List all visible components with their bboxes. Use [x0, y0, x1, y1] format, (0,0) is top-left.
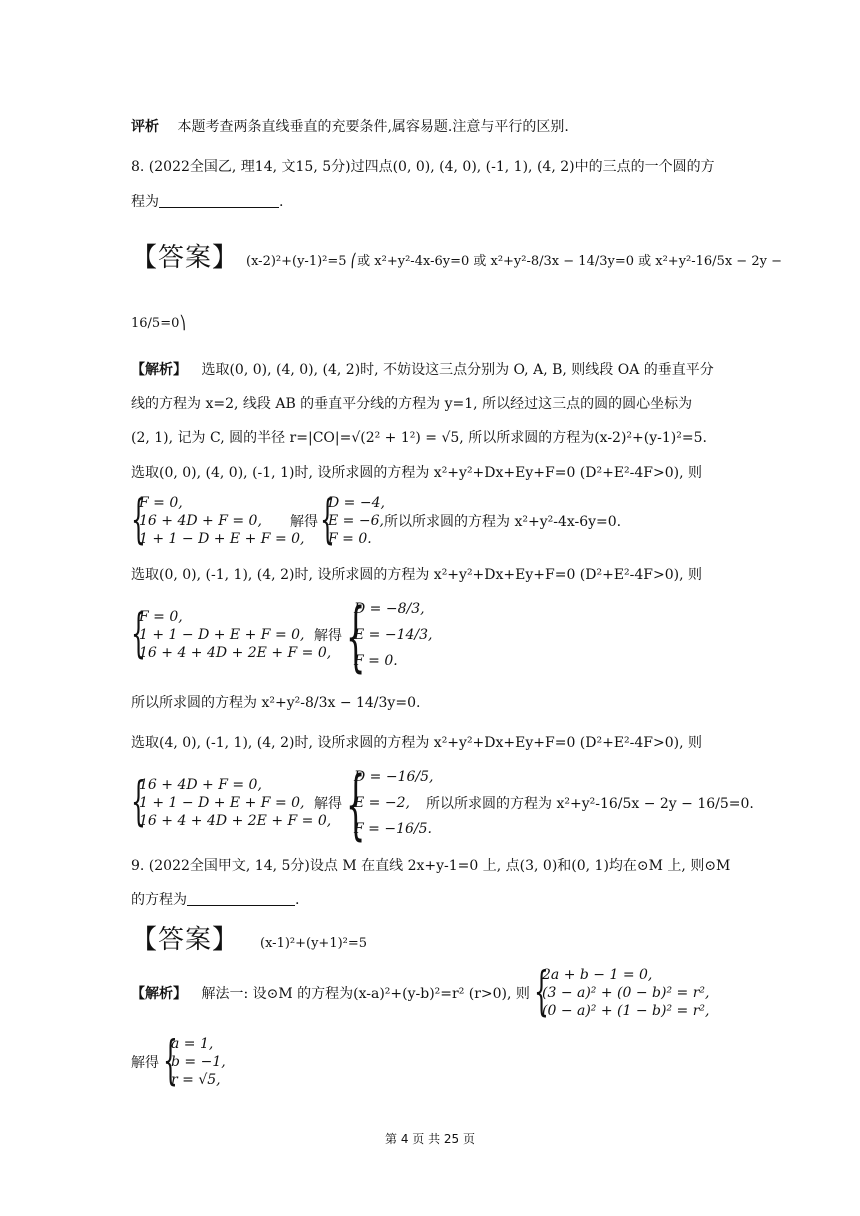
- q9-answer-label: 【答案】: [131, 925, 240, 955]
- equation-row: 16 + 4 + 4D + 2E + F = 0,: [139, 645, 332, 661]
- q8-analysis-line1: [131, 360, 714, 380]
- q8-line2: [131, 192, 283, 212]
- q8-analysis-p3: (2, 1), 记为 C, 圆的半径 r=|CO|=√(2² + 1²) = √5, 所以所求圆的方程为(x-2)²+(y-1)²=5.: [131, 430, 707, 446]
- equation-row: F = 0.: [354, 653, 398, 669]
- q9-line2-pre: 的方程为: [131, 892, 187, 908]
- brace-glyph: {: [131, 490, 146, 550]
- equation-row: 16 + 4D + F = 0,: [139, 777, 262, 793]
- q9-answer-text: (x-1)²+(y+1)²=5: [260, 936, 368, 951]
- q9-solution: [163, 1031, 243, 1091]
- q8-line2-pre: 程为: [131, 194, 159, 210]
- q8-solution-2: [346, 591, 436, 680]
- equation-row: 1 + 1 − D + E + F = 0,: [139, 627, 305, 643]
- q8-analysis-p4: 选取(0, 0), (4, 0), (-1, 1)时, 设所求圆的方程为 x²+y²+Dx+Ey+F=0 (D²+E²-4F>0), 则: [131, 465, 703, 481]
- q8-solution-1-tail: 所以所求圆的方程为 x²+y²-4x-6y=0.: [384, 514, 622, 530]
- solve-label: 解得: [314, 796, 342, 812]
- q8-answer-line1: (x-2)²+(y-1)²=5 ⎛或 x²+y²-4x-6y=0 或 x²+y²-8/3x − 14/3y=0 或 x²+y²-16/5x − 2y −: [246, 254, 782, 269]
- q8-analysis-label: 【解析】: [131, 362, 187, 378]
- comment-line: [131, 117, 569, 137]
- equation-row: b = −1,: [171, 1054, 226, 1070]
- equation-row: 1 + 1 − D + E + F = 0,: [139, 531, 305, 547]
- brace-glyph: {: [163, 1031, 178, 1091]
- equation-row: D = −8/3,: [354, 601, 425, 617]
- comment-text: 本题考查两条直线垂直的充要条件,属容易题.注意与平行的区别.: [177, 119, 569, 135]
- equation-row: F = 0.: [328, 531, 372, 547]
- brace-glyph: {: [320, 490, 335, 550]
- q8-solution-3-tail: 所以所求圆的方程为 x²+y²-16/5x − 2y − 16/5=0.: [426, 796, 754, 812]
- q8-answer-blank: [159, 193, 279, 208]
- equation-row: E = −2,: [354, 795, 410, 811]
- equation-row: D = −16/5,: [354, 769, 434, 785]
- equation-row: F = −16/5.: [354, 821, 432, 837]
- solve-label: 解得: [314, 628, 342, 644]
- q9-line2-post: .: [295, 892, 300, 908]
- q9-analysis-line1: [131, 984, 530, 1004]
- q9-line1: 9. (2022全国甲文, 14, 5分)设点 M 在直线 2x+y-1=0 上, 点(3, 0)和(0, 1)均在⊙M 上, 则⊙M: [131, 858, 731, 874]
- equation-row: F = 0,: [139, 495, 183, 511]
- equation-row: r = √5,: [171, 1072, 221, 1088]
- equation-row: F = 0,: [139, 609, 183, 625]
- equation-row: a = 1,: [171, 1036, 214, 1052]
- brace-glyph: {: [131, 772, 146, 832]
- q8-line2-post: .: [279, 194, 284, 210]
- q8-analysis-p2: 线的方程为 x=2, 线段 AB 的垂直平分线的方程为 y=1, 所以经过这三点的圆的圆心坐标为: [131, 396, 693, 412]
- q8-analysis-p1: 选取(0, 0), (4, 0), (4, 2)时, 不妨设这三点分别为 O, A, B, 则线段 OA 的垂直平分: [201, 362, 714, 378]
- page-footer: 第 4 页 共 25 页: [385, 1132, 475, 1146]
- equation-row: 16 + 4D + F = 0,: [139, 513, 262, 529]
- q9-analysis-label: 【解析】: [131, 986, 187, 1002]
- solve-label: 解得: [131, 1055, 159, 1071]
- equation-row: (0 − a)² + (1 − b)² = r²,: [542, 1003, 710, 1019]
- brace-glyph: {: [131, 604, 146, 664]
- equation-row: E = −14/3,: [354, 627, 433, 643]
- q9-analysis-p1: 解法一: 设⊙M 的方程为(x-a)²+(y-b)²=r² (r>0), 则: [201, 986, 530, 1002]
- equation-row: E = −6,: [328, 513, 384, 529]
- q8-line1: 8. (2022全国乙, 理14, 文15, 5分)过四点(0, 0), (4, 0), (-1, 1), (4, 2)中的三点的一个圆的方: [131, 159, 715, 175]
- equation-row: D = −4,: [328, 495, 385, 511]
- brace-glyph: {: [346, 759, 366, 848]
- q9-system: [534, 962, 734, 1022]
- q9-answer-blank: [187, 891, 295, 906]
- q8-answer-line2: 16/5=0⎞: [131, 316, 186, 331]
- equation-row: 16 + 4 + 4D + 2E + F = 0,: [139, 813, 332, 829]
- equation-row: (3 − a)² + (0 − b)² = r²,: [542, 985, 710, 1001]
- q8-analysis-p7: 选取(4, 0), (-1, 1), (4, 2)时, 设所求圆的方程为 x²+y²+Dx+Ey+F=0 (D²+E²-4F>0), 则: [131, 735, 703, 751]
- q8-analysis-p6: 所以所求圆的方程为 x²+y²-8/3x − 14/3y=0.: [131, 695, 421, 711]
- equation-row: 1 + 1 − D + E + F = 0,: [139, 795, 305, 811]
- brace-glyph: {: [534, 962, 549, 1022]
- brace-glyph: {: [346, 591, 366, 680]
- comment-label: 评析: [131, 119, 159, 135]
- equation-row: 2a + b − 1 = 0,: [542, 967, 653, 983]
- solve-label: 解得: [290, 514, 318, 530]
- q8-answer-label: 【答案】: [131, 243, 240, 273]
- q9-line2: [131, 890, 299, 910]
- q8-analysis-p5: 选取(0, 0), (-1, 1), (4, 2)时, 设所求圆的方程为 x²+y²+Dx+Ey+F=0 (D²+E²-4F>0), 则: [131, 567, 703, 583]
- q8-solution-3: [346, 759, 436, 848]
